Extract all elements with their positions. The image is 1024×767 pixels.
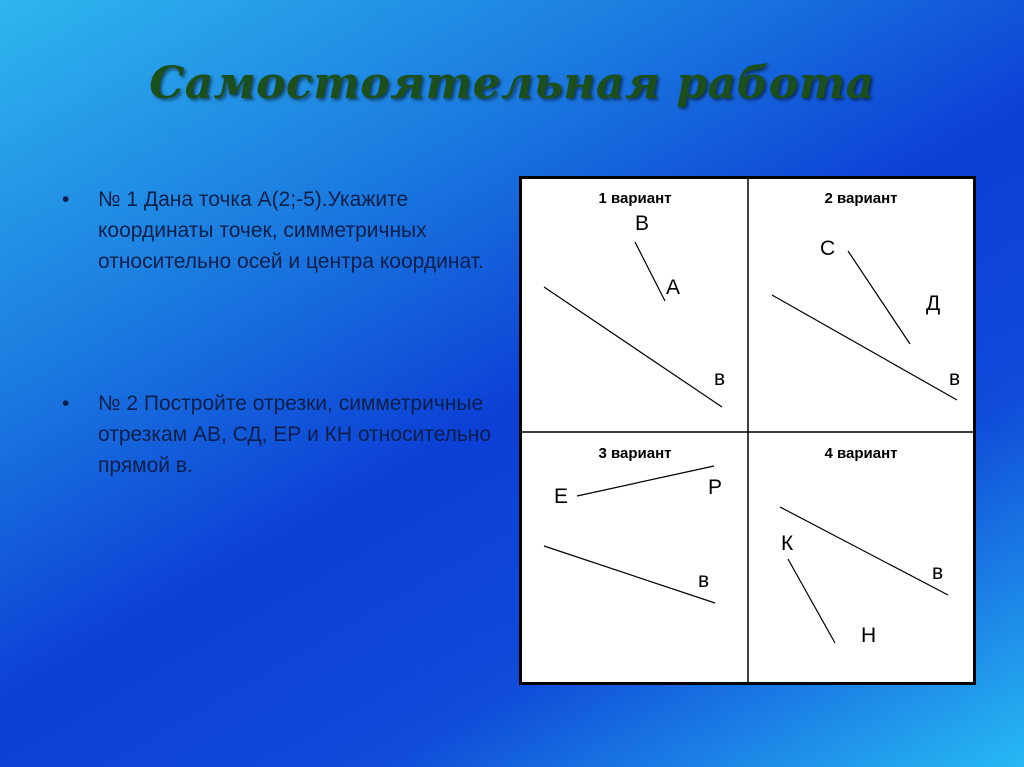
point-label-k: К	[781, 532, 794, 555]
variant-3-title: 3 вариант	[598, 445, 672, 462]
variants-diagram	[522, 179, 973, 682]
task-1-text: № 1 Дана точка А(2;-5).Укажите координаты точек, симметричных относительно осей и центра координат.	[98, 188, 484, 273]
line-b-variant-4	[780, 507, 948, 595]
segment-kn	[788, 559, 835, 643]
task-1	[62, 184, 502, 277]
line-b-variant-3	[544, 546, 715, 603]
point-label-d: Д	[926, 292, 941, 315]
point-label-c: С	[820, 237, 836, 260]
point-label-n: Н	[861, 624, 877, 647]
task-2-text: № 2 Постройте отрезки, симметричные отрезкам АВ, СД, ЕР и КН относительно прямой в.	[98, 392, 492, 477]
line-label-v2: в	[949, 367, 961, 390]
bullet: •	[62, 188, 70, 211]
variant-1-title: 1 вариант	[598, 190, 672, 207]
variant-4-title: 4 вариант	[824, 445, 898, 462]
task-2	[62, 388, 502, 481]
point-label-a: А	[666, 276, 681, 299]
slide-title: Самостоятельная работа	[149, 58, 875, 109]
line-label-v4: в	[932, 561, 944, 584]
variant-2-title: 2 вариант	[824, 190, 898, 207]
point-label-p: Р	[708, 476, 723, 499]
point-label-b: В	[635, 212, 650, 235]
segment-cd	[848, 251, 910, 344]
point-label-e: Е	[554, 485, 569, 508]
segment-ab	[635, 242, 665, 301]
line-b-variant-1	[544, 287, 722, 407]
line-label-v3: в	[698, 569, 710, 592]
variants-grid	[519, 176, 976, 685]
bullet: •	[62, 392, 70, 415]
line-label-v1: в	[714, 367, 726, 390]
segment-ep	[577, 466, 714, 496]
